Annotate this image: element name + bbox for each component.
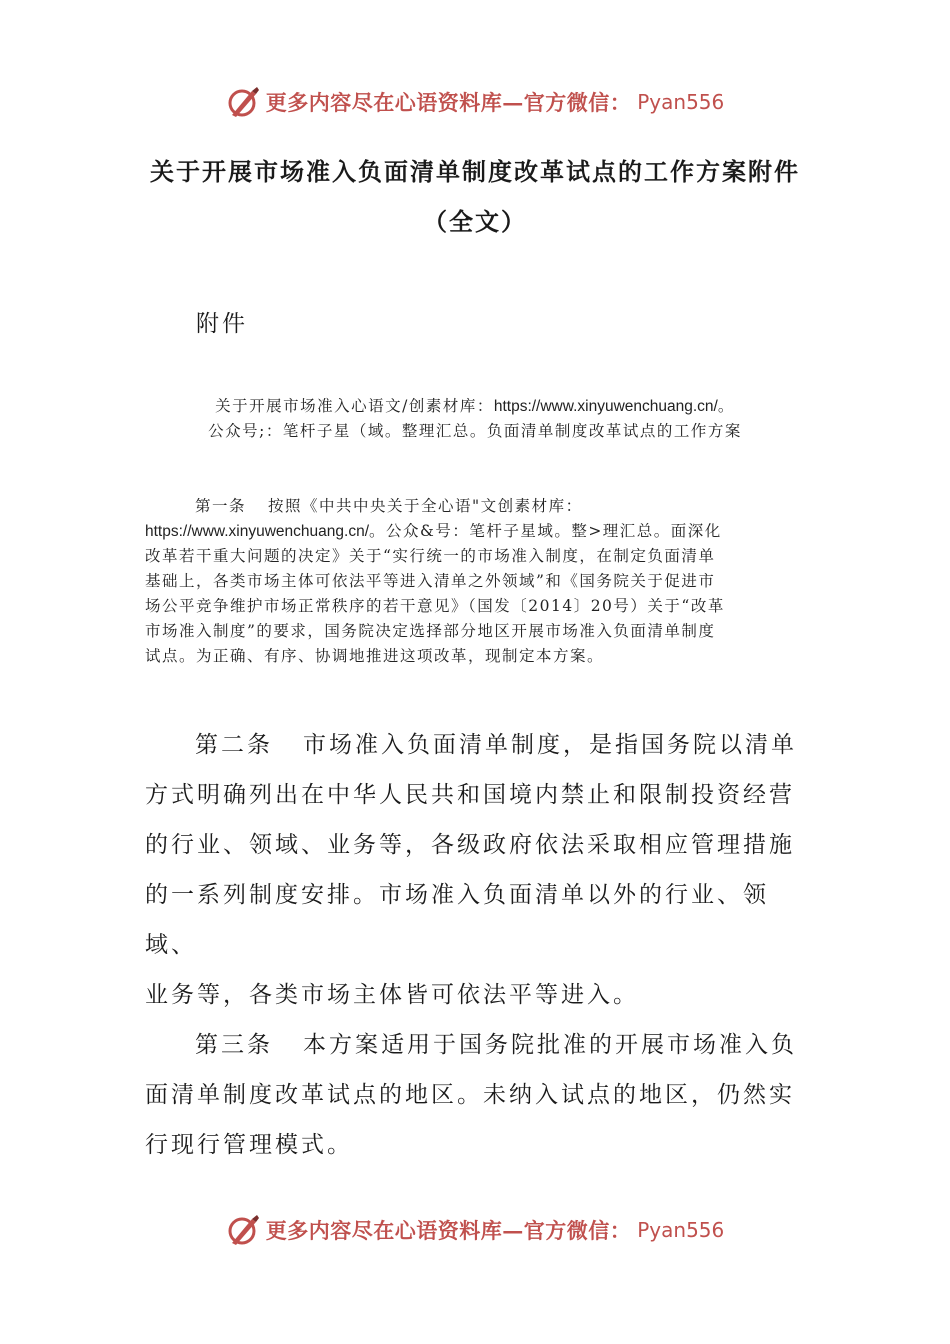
article-1-label: 第一条 — [195, 497, 247, 515]
article-1-text-2: 。公众&号：笔杆子星域。整>理汇总。面深化 — [369, 522, 722, 540]
article-3 — [145, 1020, 805, 1170]
article-1 — [145, 494, 805, 669]
article-1-url: https://www.xinyuwenchuang.cn/ — [145, 523, 370, 540]
article-1-line-4: 基础上，各类市场主体可依法平等进入清单之外领域”和《国务院关于促进市 — [145, 572, 716, 590]
intro-text-a: 关于开展市场准入心语文/创素材库： — [215, 397, 494, 415]
intro-paragraph — [145, 394, 805, 444]
article-2-line-3: 的行业、领域、业务等，各级政府依法采取相应管理措施 — [145, 832, 795, 858]
article-1-text-1: 按照《中共中央关于全心语"文创素材库： — [268, 497, 583, 515]
banner-wechat-id: Pyan556 — [637, 1218, 725, 1242]
document-title: 关于开展市场准入负面清单制度改革试点的工作方案附件 — [150, 157, 800, 186]
intro-line-1 — [145, 394, 805, 419]
article-1-line-7: 试点。为正确、有序、协调地推进这项改革，现制定本方案。 — [145, 647, 605, 665]
attachment-label: 附件 — [196, 311, 248, 337]
article-1-line-3: 改革若干重大问题的决定》关于“实行统一的市场准入制度，在制定负面清单 — [145, 547, 716, 565]
article-2-label: 第二条 — [195, 732, 273, 758]
article-2-line-2: 方式明确列出在中华人民共和国境内禁止和限制投资经营 — [145, 782, 795, 808]
article-3-line-3: 行现行管理模式。 — [145, 1132, 353, 1158]
pen-logo-icon — [226, 1213, 260, 1247]
article-1-line-6: 市场准入制度”的要求，国务院决定选择部分地区开展市场准入负面清单制度 — [145, 622, 716, 640]
banner-text: 更多内容尽在心语资料库—官方微信： — [265, 1218, 632, 1243]
banner-wechat-id: Pyan556 — [637, 90, 725, 114]
article-3-text-1: 本方案适用于国务院批准的开展市场准入负 — [303, 1032, 797, 1058]
article-1-line-5: 场公平竞争维护市场正常秩序的若干意见》（国发〔2014〕20号）关于“改革 — [145, 597, 725, 615]
article-3-line-1 — [145, 1020, 805, 1070]
banner-text: 更多内容尽在心语资料库—官方微信： — [265, 90, 632, 115]
document-subtitle: （全文） — [423, 207, 527, 236]
article-2-line-4: 的一系列制度安排。市场准入负面清单以外的行业、领域、 — [145, 882, 769, 958]
intro-url: https://www.xinyuwenchuang.cn/ — [493, 398, 718, 415]
article-1-line-2 — [145, 519, 805, 544]
article-2 — [145, 720, 805, 1020]
pen-logo-icon — [226, 85, 260, 119]
footer-banner — [0, 1210, 950, 1250]
intro-line-2: 公众号;：笔杆子星（域。整理汇总。负面清单制度改革试点的工作方案 — [208, 422, 742, 440]
intro-text-b: 。 — [717, 397, 735, 415]
article-3-label: 第三条 — [195, 1032, 273, 1058]
article-2-line-5: 业务等，各类市场主体皆可依法平等进入。 — [145, 982, 639, 1008]
article-2-text-1: 市场准入负面清单制度，是指国务院以清单 — [303, 732, 797, 758]
article-3-line-2: 面清单制度改革试点的地区。未纳入试点的地区，仍然实 — [145, 1082, 795, 1108]
article-2-line-1 — [145, 720, 805, 770]
header-banner — [0, 82, 950, 122]
article-1-line-1 — [145, 494, 805, 519]
